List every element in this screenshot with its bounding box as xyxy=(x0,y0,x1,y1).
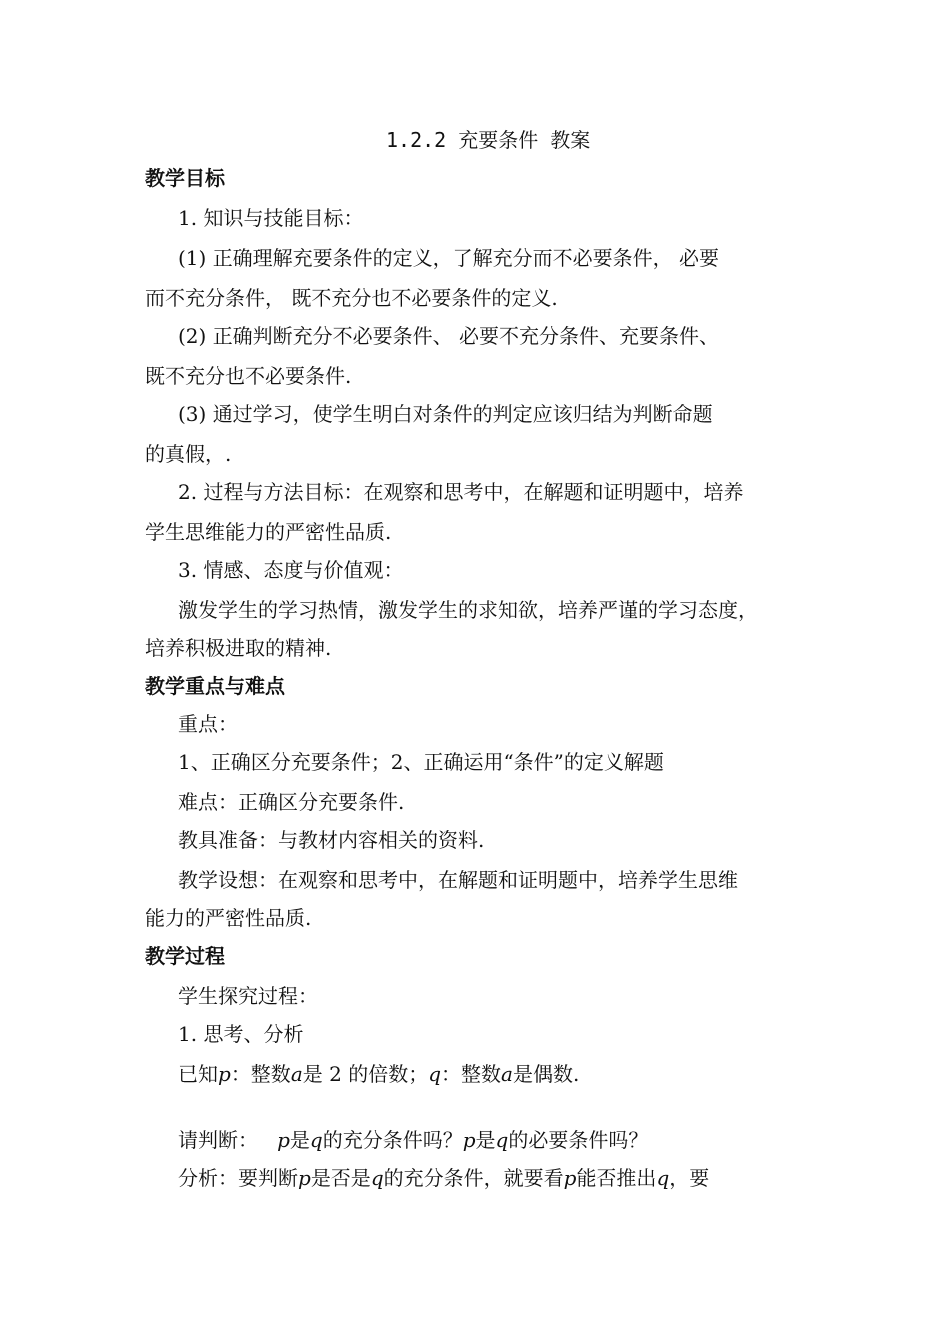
goal-1b-line1: (2) 正确判断充分不必要条件、 必要不充分条件、充要条件、 xyxy=(178,324,720,348)
goal-1a-line2: 而不充分条件， 既不充分也不必要条件的定义. xyxy=(145,286,558,310)
goal-3: 3. 情感、态度与价值观： xyxy=(178,558,404,582)
teaching-aids: 教具准备：与教材内容相关的资料. xyxy=(178,828,485,852)
page-title: 1.2.2 充要条件 教案 xyxy=(386,128,591,152)
difficulty: 难点：正确区分充要条件. xyxy=(178,790,405,814)
goal-1c-line2: 的真假，. xyxy=(145,442,232,466)
process-step-1: 1. 思考、分析 xyxy=(178,1022,304,1046)
text: 已知 xyxy=(178,1062,218,1086)
var-q: q xyxy=(309,1128,323,1152)
goal-3-line1: 激发学生的学习热情，激发学生的求知欲，培养严谨的学习态度， xyxy=(178,598,758,622)
text: ：整数 xyxy=(441,1062,502,1086)
goal-1: 1. 知识与技能目标： xyxy=(178,206,364,230)
var-q: q xyxy=(370,1166,384,1190)
teaching-idea-line1: 教学设想：在观察和思考中，在解题和证明题中，培养学生思维 xyxy=(178,868,738,892)
var-a: a xyxy=(501,1062,513,1086)
goal-1a-line1: (1) 正确理解充要条件的定义，了解充分而不必要条件， 必要 xyxy=(178,246,720,270)
var-p: p xyxy=(462,1128,476,1152)
question xyxy=(178,1126,648,1154)
var-q: q xyxy=(428,1062,442,1086)
goal-1b-line2: 既不充分也不必要条件. xyxy=(145,364,352,388)
process-intro: 学生探究过程： xyxy=(178,984,318,1008)
var-a: a xyxy=(290,1062,303,1086)
var-p: p xyxy=(298,1166,311,1190)
text: 是 2 的倍数； xyxy=(302,1062,429,1086)
text: 的充分条件吗？ xyxy=(322,1128,463,1152)
text: 的必要条件吗？ xyxy=(508,1128,649,1152)
text: 的充分条件，就要看 xyxy=(383,1166,564,1190)
text: 是偶数. xyxy=(512,1062,580,1086)
text: 分析：要判断 xyxy=(178,1166,298,1190)
goal-2-line2: 学生思维能力的严密性品质. xyxy=(145,520,392,544)
heading-key-points: 教学重点与难点 xyxy=(145,674,285,698)
heading-process: 教学过程 xyxy=(145,944,225,968)
var-q: q xyxy=(656,1166,670,1190)
text: 是 xyxy=(289,1128,310,1152)
analysis xyxy=(178,1164,709,1192)
var-p: p xyxy=(277,1128,290,1152)
var-q: q xyxy=(495,1128,509,1152)
var-p: p xyxy=(563,1166,577,1190)
key-items: 1、正确区分充要条件；2、正确运用“条件”的定义解题 xyxy=(178,750,664,774)
text: 能否推出 xyxy=(576,1166,657,1190)
text: 请判断： xyxy=(178,1128,278,1152)
key-label: 重点： xyxy=(178,712,238,736)
text: 是 xyxy=(475,1128,496,1152)
goal-2-line1: 2. 过程与方法目标：在观察和思考中，在解题和证明题中，培养 xyxy=(178,480,744,504)
text: ：整数 xyxy=(230,1062,291,1086)
text: 是否是 xyxy=(310,1166,371,1190)
goal-3-line2: 培养积极进取的精神. xyxy=(145,636,332,660)
text: ，要 xyxy=(669,1166,710,1190)
var-p: p xyxy=(218,1062,231,1086)
teaching-idea-line2: 能力的严密性品质. xyxy=(145,906,312,930)
known-conditions xyxy=(178,1060,579,1088)
goal-1c-line1: (3) 通过学习，使学生明白对条件的判定应该归结为判断命题 xyxy=(178,402,713,426)
heading-goals: 教学目标 xyxy=(145,166,225,190)
